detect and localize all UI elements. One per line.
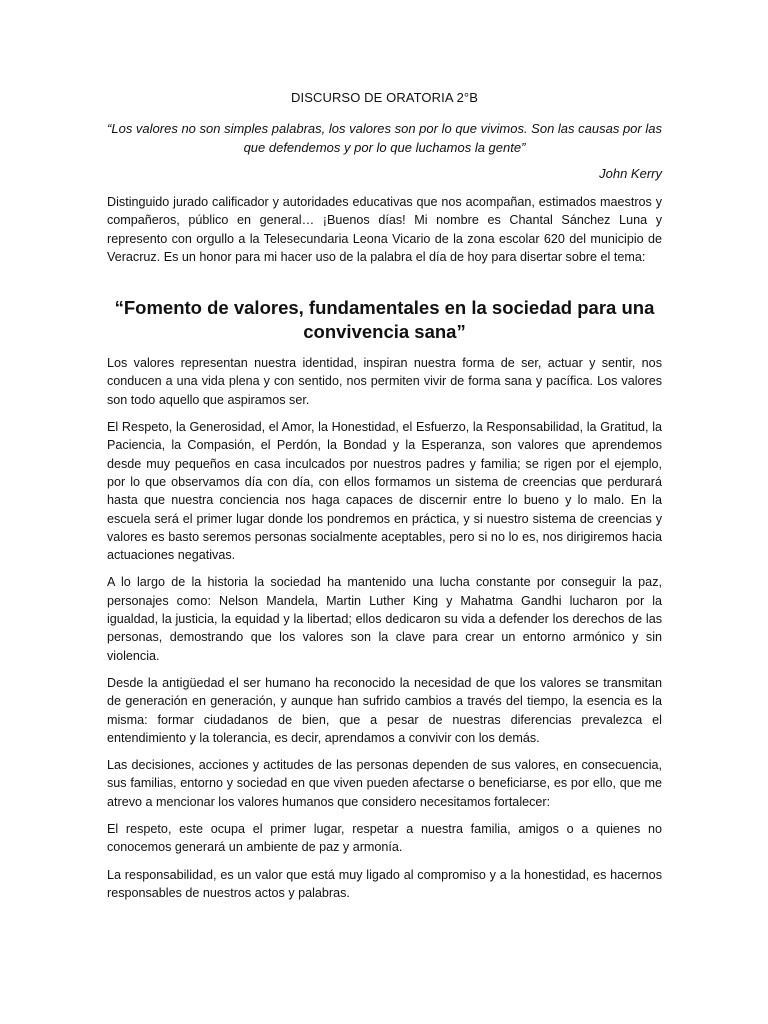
body-paragraph: El Respeto, la Generosidad, el Amor, la Honestidad, el Esfuerzo, la Responsabilidad, la Gratitud, la Paciencia, la Compasión, el Perdón, la Bondad y la Esperanza, son valores que aprendemos desde muy pequeños en casa inculcados por nuestros padres y familia; se rigen por el ejemplo, por lo que observamos día con día, con ellos formamos un sistema de creencias que perdurará hasta que nuestra conciencia nos haga capaces de discernir entre lo bueno y lo malo. En la escuela será el primer lugar donde los pondremos en práctica, y si nuestro sistema de creencias y valores es basto seremos personas socialmente aceptables, pero si no lo es, nos dirigiremos hacia actuaciones negativas. [107, 420, 662, 563]
document-title: DISCURSO DE ORATORIA 2°B [291, 90, 478, 105]
body-paragraph: Las decisiones, acciones y actitudes de las personas dependen de sus valores, en consecuencia, sus familias, entorno y sociedad en que viven pueden afectarse o beneficiarse, es por ello, que me atrevo a mencionar los valores humanos que considero necesitamos fortalecer: [107, 758, 662, 809]
body-paragraph: Los valores representan nuestra identidad, inspiran nuestra forma de ser, actuar y sentir, nos conducen a una vida plena y con sentido, nos permiten vivir de forma sana y pacífica. Los valores son todo aquello que aspiramos ser. [107, 356, 662, 407]
body-paragraph: Desde la antigüedad el ser humano ha reconocido la necesidad de que los valores se transmitan de generación en generación, y aunque han sufrido cambios a través del tiempo, la esencia es la misma: formar ciudadanos de bien, que a pesar de nuestras diferencias prevalezca el entendimiento y la tolerancia, es decir, aprendamos a convivir con los demás. [107, 675, 662, 745]
body-paragraph: La responsabilidad, es un valor que está muy ligado al compromiso y a la honestidad, es hacernos responsables de nuestros actos y palabras. [107, 867, 662, 900]
speech-topic-heading: “Fomento de valores, fundamentales en la sociedad para una convivencia sana” [114, 297, 655, 343]
intro-paragraph: Distinguido jurado calificador y autoridades educativas que nos acompañan, estimados maestros y compañeros, público en general… ¡Buenos días! Mi nombre es Chantal Sánchez Luna y represento con orgullo a la Telesecundaria Leona Vicario de la zona escolar 620 del municipio de Veracruz. Es un honor para mi hacer uso de la palabra el día de hoy para disertar sobre el tema: [107, 195, 662, 264]
epigraph-author: John Kerry [599, 166, 662, 181]
epigraph-quote: “Los valores no son simples palabras, los valores son por lo que vivimos. Son las causas por las que defendemos y por lo que luchamos la gente” [107, 121, 662, 155]
document-body [107, 90, 662, 911]
body-paragraph: A lo largo de la historia la sociedad ha mantenido una lucha constante por conseguir la paz, personajes como: Nelson Mandela, Martin Luther King y Mahatma Gandhi lucharon por la igualdad, la justicia, la equidad y la libertad; ellos dedicaron su vida a defender los derechos de las personas, demostrando que los valores son la clave para crear un entorno armónico y sin violencia. [107, 575, 662, 663]
body-paragraph: El respeto, este ocupa el primer lugar, respetar a nuestra familia, amigos o a quienes no conocemos generará un ambiente de paz y armonía. [107, 822, 662, 855]
